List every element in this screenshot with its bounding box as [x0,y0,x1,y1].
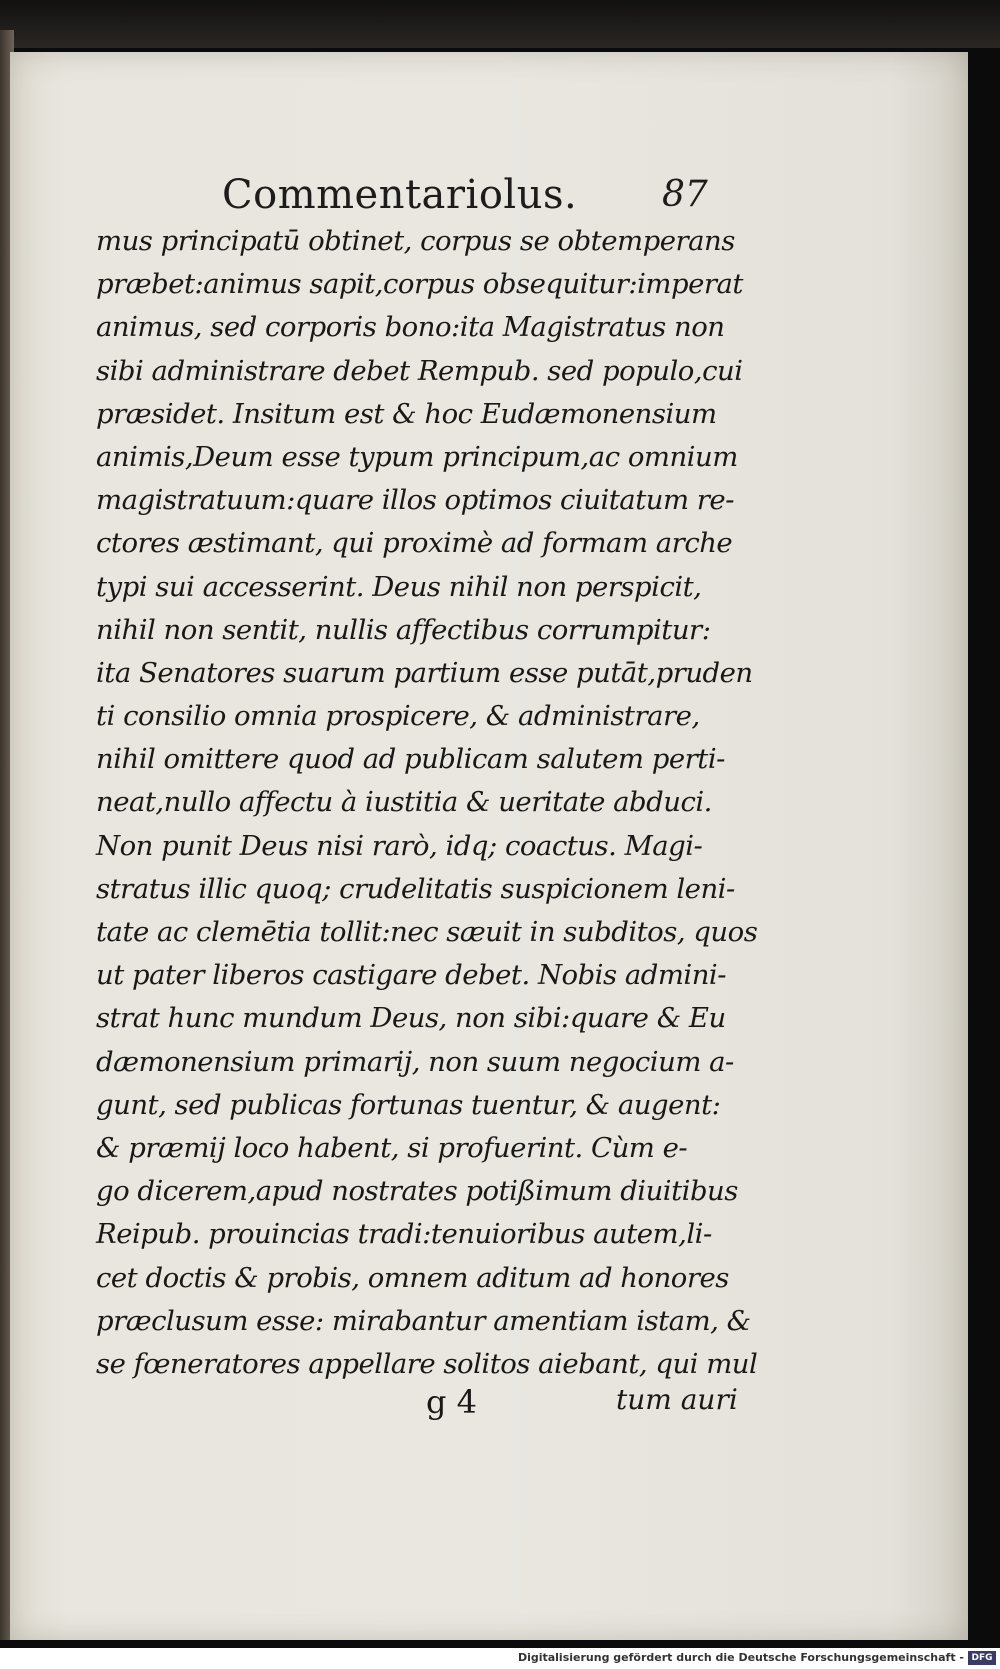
text-line: sibi administrare debet Rempub. sed populo,cui [96,354,743,387]
text-line: typi sui accesserint. Deus nihil non perspicit, [96,570,702,603]
text-line: strat hunc mundum Deus, non sibi:quare & Eu [96,1002,726,1035]
text-line: se fœneratores appellare solitos aiebant, qui mul [96,1347,758,1380]
page-foot [96,1383,736,1433]
text-line: Non punit Deus nisi rarò, idq; coactus. Magi- [96,829,703,862]
text-line: cet doctis & probis, omnem aditum ad honores [96,1261,729,1294]
text-line: mus principatū obtinet, corpus se obtemperans [96,225,735,257]
text-line: animis,Deum esse typum principum,ac omnium [96,440,738,473]
signature-mark: g 4 [426,1383,478,1421]
text-line: ctores æstimant, qui proximè ad formam arche [96,527,733,560]
page-number: 87 [662,174,708,215]
book-edge-top [0,0,1000,48]
text-line: neat,nullo affectu à iustitia & ueritate abduci. [96,786,712,819]
text-line: magistratuum:quare illos optimos ciuitatum re- [96,484,734,517]
text-line: nihil non sentit, nullis affectibus corrumpitur: [96,613,711,646]
body-text [96,220,758,1386]
text-line: ita Senatores suarum partium esse putāt,pruden [96,656,753,689]
text-line: præsidet. Insitum est & hoc Eudæmonensium [96,397,717,430]
running-title: Commentariolus. [222,172,578,218]
dfg-logo: DFG [968,1651,996,1665]
text-line: & præmij loco habent, si profuerint. Cùm e- [96,1131,688,1164]
text-line: go dicerem,apud nostrates potißimum diuitibus [96,1175,738,1208]
text-line: animus, sed corporis bono:ita Magistratus non [96,311,725,344]
footer-bar [0,1648,1000,1669]
footer-credit: Digitalisierung gefördert durch die Deutsche Forschungsgemeinschaft - [517,1651,964,1664]
text-line: ti consilio omnia prospicere, & administrare, [96,700,700,733]
text-line: præbet:animus sapit,corpus obsequitur:imperat [96,268,743,301]
text-line: gunt, sed publicas fortunas tuentur, & augent: [96,1088,721,1121]
text-line: tate ac clemētia tollit:nec sæuit in subditos, quos [96,916,758,948]
text-line: ut pater liberos castigare debet. Nobis admini- [96,959,726,992]
text-line: nihil omittere quod ad publicam salutem perti- [96,743,725,776]
book-page [10,52,968,1640]
text-line: præclusum esse: mirabantur amentiam istam, & [96,1304,751,1337]
text-line: dæmonensium primarij, non suum negocium a- [96,1045,734,1078]
text-line: Reipub. prouincias tradi:tenuioribus autem,li- [96,1218,712,1251]
catchword: tum auri [616,1383,738,1416]
text-line: stratus illic quoq; crudelitatis suspicionem leni- [96,872,735,905]
